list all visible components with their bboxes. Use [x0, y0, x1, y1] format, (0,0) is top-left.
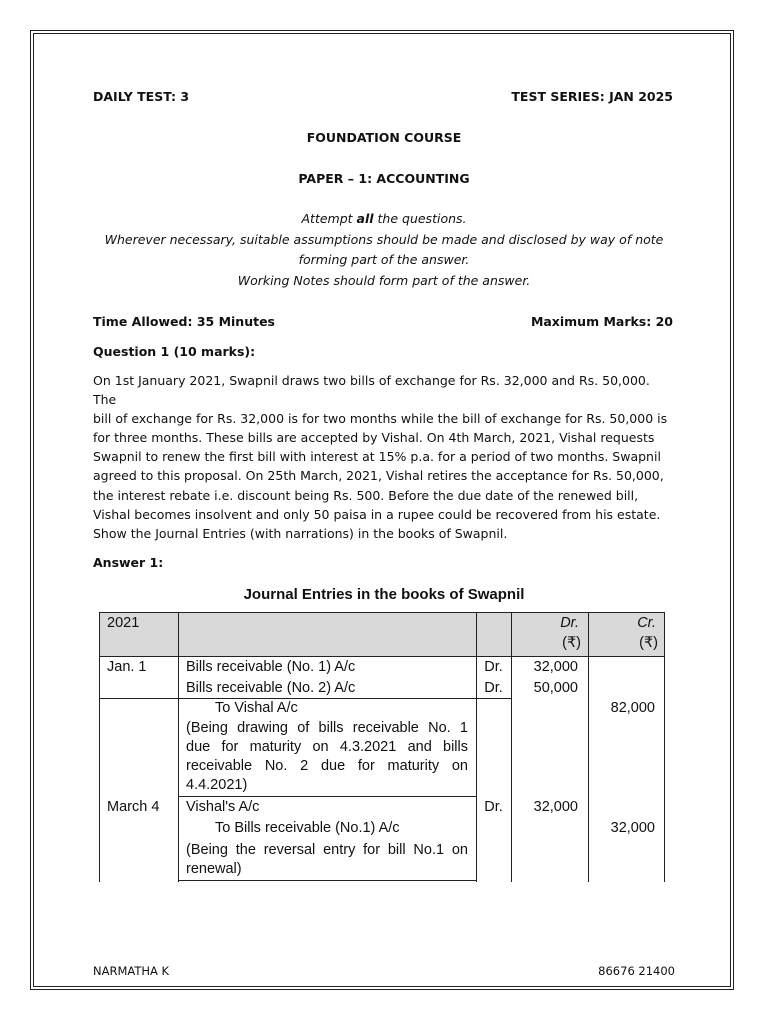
journal-title: Journal Entries in the books of Swapnil — [243, 586, 525, 603]
answer-heading: Answer 1: — [93, 555, 164, 570]
entry-date-march-4: March 4 — [107, 799, 160, 815]
journal-table — [99, 612, 665, 882]
narration-line: (Being drawing of bills receivable No. 1 — [186, 720, 468, 736]
question-line: the interest rebate i.e. discount being Rs. 500. Before the due date of the renewed bill, — [93, 487, 639, 503]
question-line: agreed to this proposal. On 25th March, 2021, Vishal retires the acceptance for Rs. 50,000, — [93, 468, 664, 484]
dr-header: Dr. — [560, 615, 579, 631]
narration-line: 4.4.2021) — [186, 777, 248, 793]
paper-title: PAPER – 1: ACCOUNTING — [298, 171, 470, 186]
cr-amount: 82,000 — [610, 700, 655, 716]
particulars-bills-receivable-2: Bills receivable (No. 2) A/c — [186, 680, 356, 696]
narration-line: receivable No. 2 due for maturity on — [186, 758, 468, 774]
question-line: On 1st January 2021, Swapnil draws two bills of exchange for Rs. 32,000 and Rs. 50,000. The — [93, 373, 650, 408]
instruction-line-3: forming part of the answer. — [298, 252, 470, 267]
question-line: Show the Journal Entries (with narrations) in the books of Swapnil. — [93, 525, 508, 541]
cr-rupee-header: (₹) — [639, 635, 658, 651]
footer-name: NARMATHA K — [93, 964, 170, 978]
time-allowed: Time Allowed: 35 Minutes — [93, 314, 275, 329]
year-header: 2021 — [107, 615, 140, 631]
question-line: Vishal becomes insolvent and only 50 paisa in a rupee could be recovered from his estate. — [93, 506, 661, 522]
question-paragraph — [93, 371, 673, 543]
particulars-to-vishal: To Vishal A/c — [215, 700, 298, 716]
maximum-marks: Maximum Marks: 20 — [530, 314, 673, 329]
dr-marker: Dr. — [484, 659, 503, 675]
dr-marker: Dr. — [484, 799, 503, 815]
particulars-vishal: Vishal's A/c — [186, 799, 260, 815]
dr-rupee-header: (₹) — [562, 635, 581, 651]
entry-date-jan-1: Jan. 1 — [107, 659, 147, 675]
daily-test-label: DAILY TEST: 3 — [93, 89, 190, 104]
narration-line: (Being the reversal entry for bill No.1 on — [186, 842, 468, 858]
question-line: bill of exchange for Rs. 32,000 is for two months while the bill of exchange for Rs. 50,000 is — [93, 411, 668, 427]
particulars-bills-receivable-1: Bills receivable (No. 1) A/c — [186, 659, 356, 675]
dr-amount: 32,000 — [533, 659, 578, 675]
cr-amount: 32,000 — [610, 820, 655, 836]
instruction-line-2: Wherever necessary, suitable assumptions should be made and disclosed by way of note — [104, 232, 664, 247]
test-series-label: TEST SERIES: JAN 2025 — [511, 89, 673, 104]
question-heading: Question 1 (10 marks): — [93, 344, 256, 359]
course-title: FOUNDATION COURSE — [306, 130, 462, 145]
dr-marker: Dr. — [484, 680, 503, 696]
question-line: Swapnil to renew the first bill with interest at 15% p.a. for a period of two months. Swapnil — [93, 449, 661, 465]
particulars-to-bills-receivable: To Bills receivable (No.1) A/c — [215, 820, 400, 836]
cr-header: Cr. — [637, 615, 656, 631]
instruction-text: the questions. — [373, 211, 467, 226]
narration-line: renewal) — [186, 861, 242, 877]
narration-line: due for maturity on 4.3.2021 and bills — [186, 739, 468, 755]
instruction-text: Attempt — [301, 211, 357, 226]
dr-amount: 32,000 — [533, 799, 578, 815]
question-line: for three months. These bills are accepted by Vishal. On 4th March, 2021, Vishal requests — [93, 430, 655, 446]
footer-phone: 86676 21400 — [598, 964, 675, 978]
instruction-line-1 — [0, 211, 768, 226]
instruction-emphasis: all — [356, 211, 374, 226]
dr-amount: 50,000 — [533, 680, 578, 696]
instruction-line-4: Working Notes should form part of the answer. — [237, 273, 531, 288]
